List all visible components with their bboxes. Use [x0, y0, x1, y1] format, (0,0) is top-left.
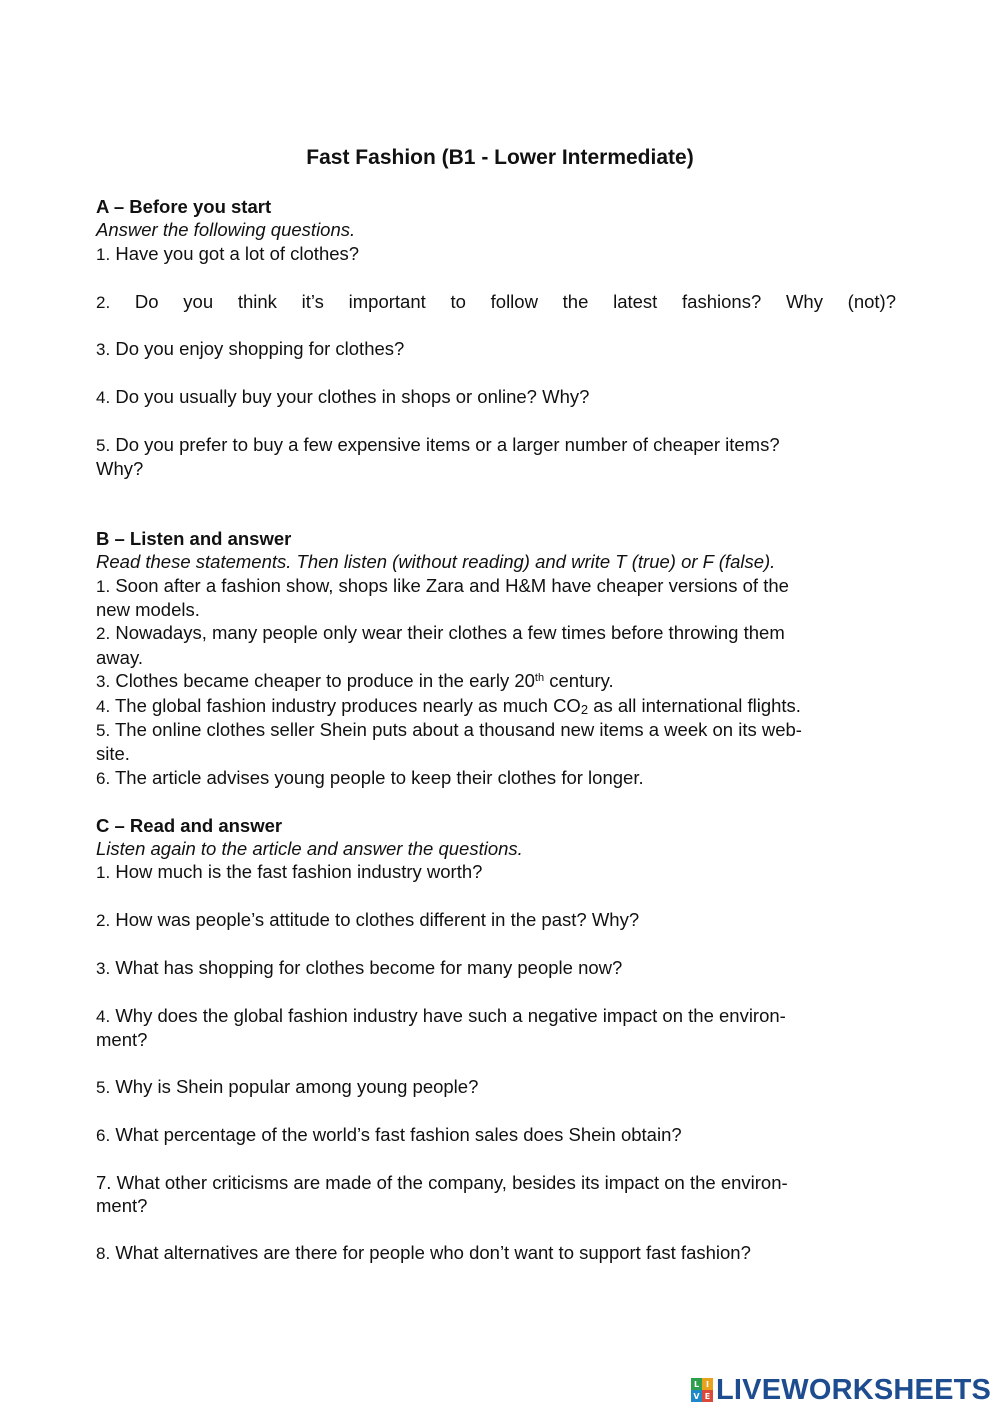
- question-item: 1. How much is the fast fashion industry worth?: [96, 861, 483, 883]
- section-c-instruction: Listen again to the article and answer the questions.: [96, 838, 523, 860]
- statement-item: 1. Soon after a fashion show, shops like Zara and H&M have cheaper versions of the: [96, 574, 789, 596]
- question-item: 5. Do you prefer to buy a few expensive items or a larger number of cheaper items?: [96, 434, 780, 455]
- statement-item: 3. Clothes became cheaper to produce in the early 20th century.: [96, 670, 614, 692]
- worksheet-title: Fast Fashion (B1 - Lower Intermediate): [306, 146, 694, 169]
- section-c: [96, 814, 896, 1266]
- question-item: 4. Do you usually buy your clothes in shops or online? Why?: [96, 386, 590, 408]
- statement-item-continuation: site.: [96, 743, 130, 765]
- question-item: 4. Why does the global fashion industry have such a negative impact on the environ-: [96, 1004, 786, 1026]
- liveworksheets-logo[interactable]: [691, 1375, 991, 1405]
- question-item-continuation: Why?: [96, 458, 144, 480]
- question-item: 1. Have you got a lot of clothes?: [96, 242, 360, 264]
- section-a-instruction: Answer the following questions.: [96, 219, 356, 241]
- worksheet-content: [96, 195, 896, 1265]
- statement-item: 6. The article advises young people to keep their clothes for longer.: [96, 766, 644, 788]
- statement-item: 5. The online clothes seller Shein puts about a thousand new items a week on its web-: [96, 719, 802, 741]
- question-item: 3. What has shopping for clothes become for many people now?: [96, 957, 623, 979]
- question-item: 2. Do you think it’s important to follow the latest fashions? Why (not)?: [96, 290, 897, 312]
- statement-item-continuation: new models.: [96, 599, 200, 621]
- section-b-heading: B – Listen and answer: [96, 527, 292, 549]
- question-item: 2. How was people’s attitude to clothes different in the past? Why?: [96, 909, 640, 931]
- section-b: [96, 527, 896, 790]
- section-a-heading: A – Before you start: [96, 196, 272, 217]
- question-item: 7. What other criticisms are made of the company, besides its impact on the environ-: [96, 1171, 788, 1193]
- section-a: [96, 195, 896, 481]
- question-item-continuation: ment?: [96, 1195, 148, 1217]
- section-b-instruction: Read these statements. Then listen (without reading) and write T (true) or F (false).: [96, 551, 776, 573]
- liveworksheets-mark-icon: L I V E: [691, 1378, 713, 1402]
- question-item: 3. Do you enjoy shopping for clothes?: [96, 338, 405, 360]
- question-item: 6. What percentage of the world’s fast fashion sales does Shein obtain?: [96, 1123, 682, 1145]
- question-item: 5. Why is Shein popular among young people?: [96, 1076, 479, 1098]
- liveworksheets-wordmark: LIVEWORKSHEETS: [716, 1374, 992, 1406]
- section-c-heading: C – Read and answer: [96, 814, 283, 836]
- statement-item: 4. The global fashion industry produces nearly as much $CO_2$ as all international flights.: [96, 694, 801, 717]
- statement-item-continuation: away.: [96, 646, 143, 668]
- statement-item: 2. Nowadays, many people only wear their clothes a few times before throwing them: [96, 622, 785, 644]
- question-item-continuation: ment?: [96, 1029, 148, 1051]
- question-item: 8. What alternatives are there for people who don’t want to support fast fashion?: [96, 1241, 751, 1263]
